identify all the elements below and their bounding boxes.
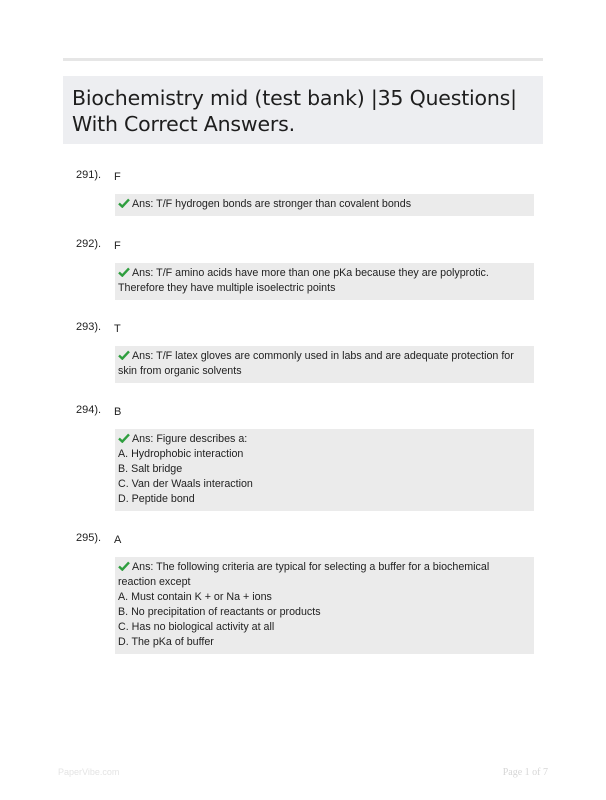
answer-text: Ans: T/F amino acids have more than one pKa because they are polyprotic. — [132, 267, 489, 279]
page-indicator: Page 1 of 7 — [502, 767, 548, 778]
answer-letter: F — [114, 240, 121, 252]
answer-line: C. Has no biological activity at all — [118, 621, 275, 633]
answer-letter: B — [114, 406, 122, 418]
answer-text: Ans: The following criteria are typical for selecting a buffer for a biochemical — [132, 561, 490, 573]
answer-letter: T — [114, 323, 121, 335]
answer-text: Ans: T/F hydrogen bonds are stronger than covalent bonds — [132, 198, 412, 210]
answer-line: reaction except — [118, 576, 191, 588]
answer-line — [118, 560, 530, 575]
answer-box — [115, 263, 534, 300]
answer-line: C. Van der Waals interaction — [118, 478, 253, 490]
question-number: 291). — [76, 169, 102, 181]
answer-box — [115, 429, 534, 511]
question-number: 295). — [76, 532, 102, 544]
check-icon — [118, 433, 130, 443]
answer-line — [118, 432, 530, 447]
answer-text: Ans: T/F latex gloves are commonly used in labs and are adequate protection for — [132, 350, 514, 362]
question-number: 294). — [76, 404, 102, 416]
answer-letter: F — [114, 171, 121, 183]
question-number: 293). — [76, 321, 102, 333]
answer-line: B. Salt bridge — [118, 463, 183, 475]
answer-line — [118, 197, 530, 212]
answer-line: D. The pKa of buffer — [118, 636, 214, 648]
answer-line: A. Must contain K + or Na + ions — [118, 591, 272, 603]
answer-line: A. Hydrophobic interaction — [118, 448, 244, 460]
answer-line — [118, 349, 530, 364]
question-number: 292). — [76, 238, 102, 250]
check-icon — [118, 267, 130, 277]
check-icon — [118, 198, 130, 208]
footer-watermark: PaperVibe.com — [58, 767, 120, 777]
answer-line: D. Peptide bond — [118, 493, 195, 505]
check-icon — [118, 350, 130, 360]
document-title: Biochemistry mid (test bank) |35 Questions| With Correct Answers. — [72, 86, 517, 136]
check-icon — [118, 561, 130, 571]
answer-text: Ans: Figure describes a: — [132, 433, 248, 445]
answer-line — [118, 266, 530, 281]
answer-line: B. No precipitation of reactants or products — [118, 606, 321, 618]
answer-line: Therefore they have multiple isoelectric points — [118, 282, 336, 294]
answer-box — [115, 346, 534, 383]
answer-letter: A — [114, 534, 122, 546]
answer-line: skin from organic solvents — [118, 365, 242, 377]
answer-box — [115, 557, 534, 654]
answer-box — [115, 194, 534, 216]
